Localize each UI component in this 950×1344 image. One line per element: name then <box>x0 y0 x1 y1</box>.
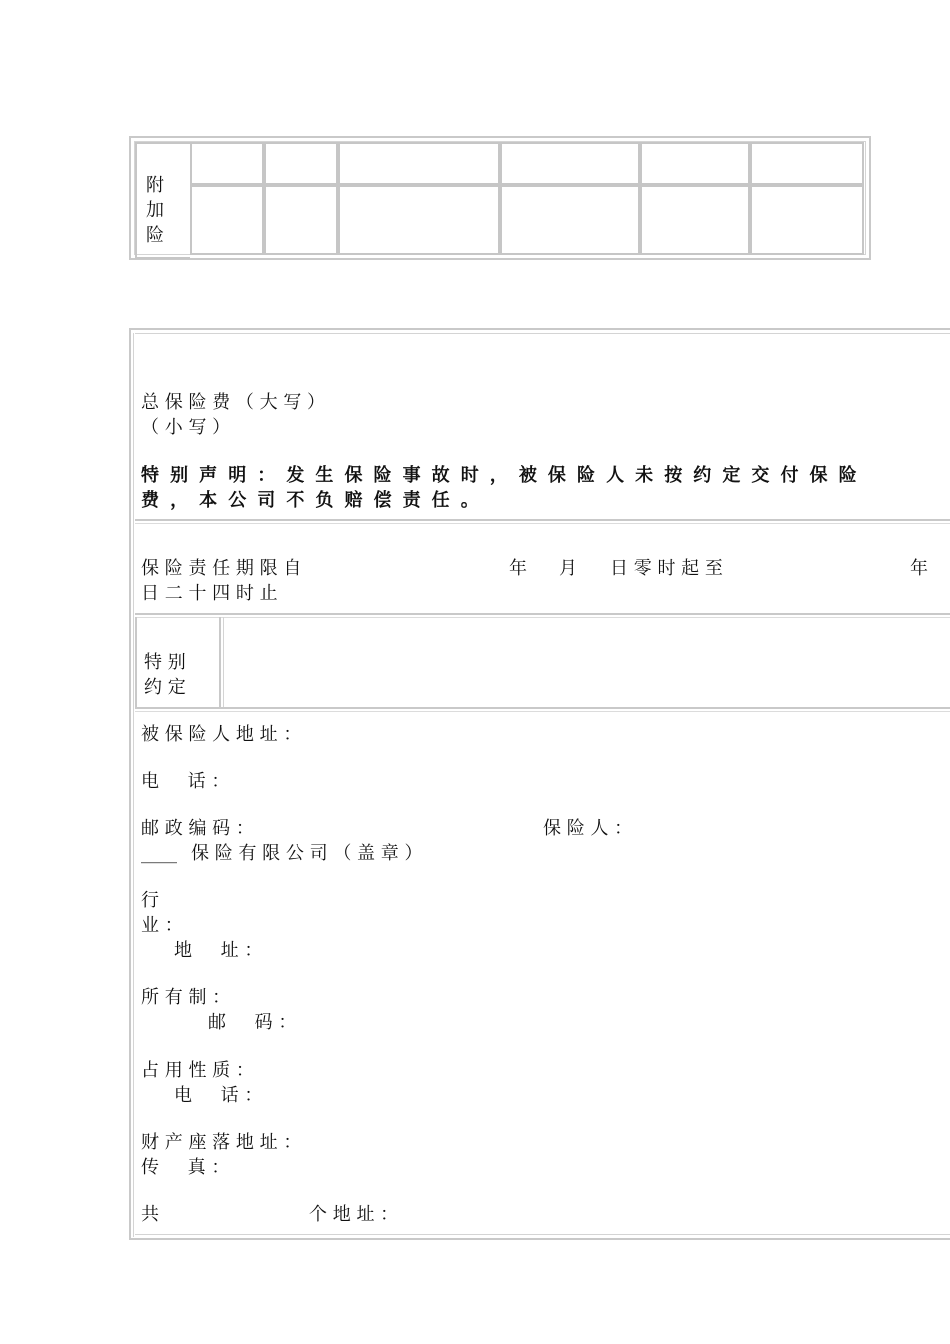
section-divider <box>135 613 950 618</box>
rider-label-char: 附 <box>146 175 164 196</box>
special-notice-line1: 特 别 声 明 ： 发 生 保 险 事 故 时 ， 被 保 险 人 未 按 约 定 交 付 保 险 <box>141 465 859 486</box>
rider-cell <box>750 185 864 255</box>
insurer-address-label: 地 址 ： <box>174 940 263 961</box>
rider-cell <box>338 185 500 255</box>
rider-cell <box>500 142 640 185</box>
period-year-label: 年 <box>509 558 527 579</box>
table-inner-bottom-border <box>135 1234 950 1237</box>
period-day-start-label: 日 零 时 起 至 <box>610 558 723 579</box>
table-inner-top-border <box>135 333 950 336</box>
insurer-phone-label: 电 话 ： <box>174 1085 263 1106</box>
insured-postcode-label: 邮 政 编 码 ： <box>141 818 254 839</box>
period-end-label: 日 二 十 四 时 止 <box>141 583 278 604</box>
premium-total-lower: （ 小 写 ） <box>141 417 231 438</box>
special-terms-cell-divider-inner <box>223 617 224 709</box>
table-inner-left-border <box>133 333 134 1237</box>
special-terms-label-line2: 约 定 <box>144 677 186 698</box>
rider-label-char: 险 <box>146 225 164 246</box>
insurer-company-label: 保 险 有 限 公 司 （ 盖 章 ） <box>191 843 423 864</box>
rider-cell <box>264 142 338 185</box>
property-address-label: 财 产 座 落 地 址 ： <box>141 1132 302 1153</box>
period-month-label: 月 <box>559 558 577 579</box>
ownership-label: 所 有 制 ： <box>141 987 231 1008</box>
premium-total-upper: 总 保 险 费 （ 大 写 ） <box>141 392 326 413</box>
rider-cell <box>500 185 640 255</box>
insurer-fax-label: 传 真 ： <box>141 1157 230 1178</box>
special-notice-line2: 费 ， 本 公 司 不 负 赔 偿 责 任 。 <box>141 490 482 511</box>
rider-cell <box>190 185 264 255</box>
section-divider <box>135 519 950 524</box>
insurer-zip-label: 邮 码 ： <box>208 1012 297 1033</box>
insurer-label: 保 险 人 ： <box>543 818 633 839</box>
industry-label-line1: 行 <box>141 890 159 911</box>
special-terms-cell-divider <box>219 617 221 709</box>
rider-cell <box>190 142 264 185</box>
period-from-label: 保 险 责 任 期 限 自 <box>141 558 302 579</box>
special-terms-cell-border <box>135 617 137 709</box>
rider-cell <box>264 185 338 255</box>
section-divider <box>135 707 950 712</box>
special-terms-label-line1: 特 别 <box>144 652 186 673</box>
rider-cell <box>640 142 750 185</box>
industry-label-line2: 业 ： <box>141 915 183 936</box>
rider-cell <box>640 185 750 255</box>
rider-label <box>146 173 166 248</box>
company-name-blank: ____ <box>141 843 177 864</box>
occupancy-label: 占 用 性 质 ： <box>141 1060 254 1081</box>
total-locations-suffix: 个 地 址 ： <box>309 1204 399 1225</box>
total-locations-prefix: 共 <box>141 1204 159 1225</box>
rider-label-char: 加 <box>146 200 164 221</box>
rider-cell <box>750 142 864 185</box>
insured-address-label: 被 保 险 人 地 址 ： <box>141 724 302 745</box>
rider-cell <box>338 142 500 185</box>
insured-phone-label: 电 话 ： <box>141 771 230 792</box>
period-year2-label: 年 <box>910 558 928 579</box>
